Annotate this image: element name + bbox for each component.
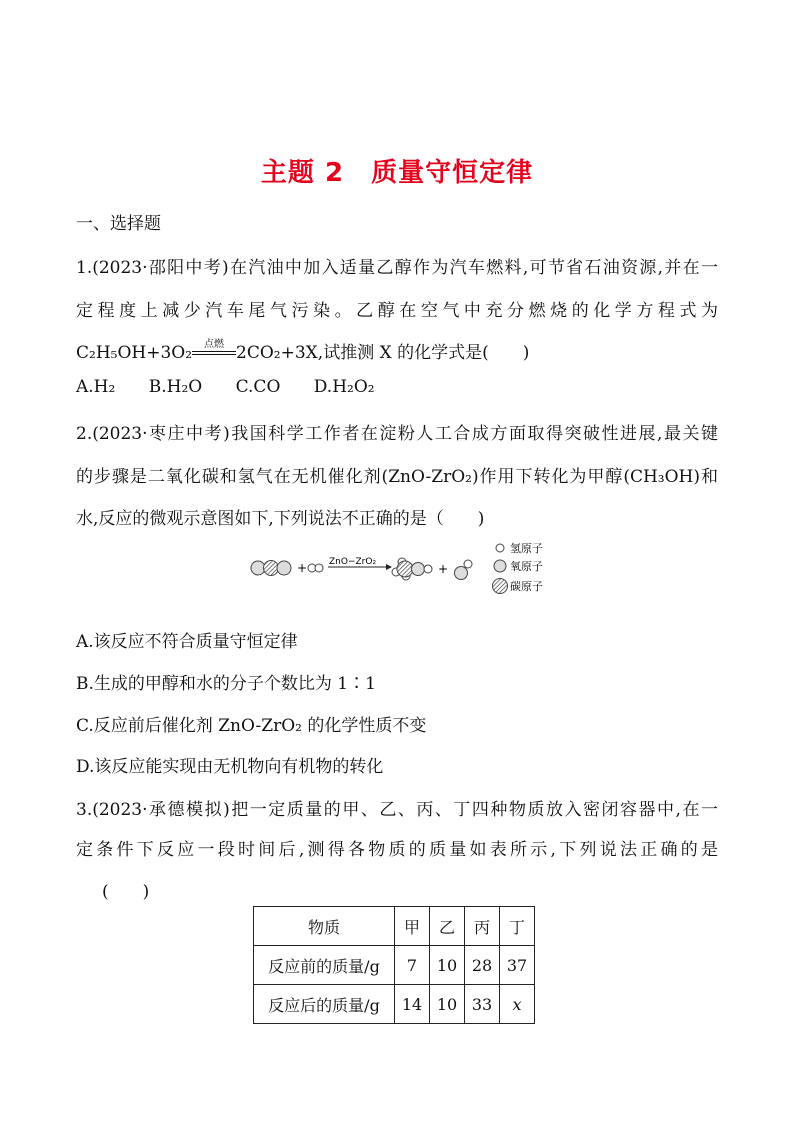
svg-text:+: + <box>297 561 308 575</box>
table-cell: 7 <box>395 946 430 985</box>
hydrogen-atom-icon <box>496 544 504 552</box>
section-heading: 一、选择题 <box>76 214 161 234</box>
co2-molecule <box>251 561 291 576</box>
table-cell: 37 <box>500 946 535 985</box>
q3-line-2: 定条件下反应一段时间后,测得各物质的质量如表所示,下列说法正确的是 <box>76 840 718 860</box>
q2-line-2: 的步骤是二氧化碳和氢气在无机催化剂(ZnO-ZrO₂)作用下转化为甲醇(CH₃OH)和 <box>76 467 718 487</box>
equation-right: 2CO₂+3X,试推测 X 的化学式是( ) <box>236 343 530 363</box>
methanol-molecule <box>392 558 432 580</box>
oxygen-atom-icon <box>494 560 506 572</box>
table-header-row <box>254 907 535 946</box>
arrow-icon <box>386 564 392 570</box>
h2-molecule <box>308 564 323 572</box>
table-row <box>254 985 535 1024</box>
water-molecule <box>455 560 473 580</box>
q1-option-c[interactable]: C.CO <box>235 377 281 397</box>
table-cell: 28 <box>465 946 500 985</box>
table-row <box>254 946 535 985</box>
q2-line-3: 水,反应的微观示意图如下,下列说法不正确的是（ ) <box>76 509 485 529</box>
page-title: 主题 2 质量守恒定律 <box>260 158 534 188</box>
q2-option-c[interactable]: C.反应前后催化剂 ZnO-ZrO₂ 的化学性质不变 <box>76 716 427 736</box>
legend-carbon: 碳原子 <box>510 580 543 593</box>
q1-option-d[interactable]: D.H₂O₂ <box>313 377 375 397</box>
q1-line-2: 定程度上减少汽车尾气污染。乙醇在空气中充分燃烧的化学方程式为 <box>76 301 718 321</box>
q1-equation <box>76 338 529 363</box>
reaction-condition: 点燃 <box>204 338 225 350</box>
table-header-cell: 物质 <box>254 907 395 946</box>
table-cell: 14 <box>395 985 430 1024</box>
q3-line-3: ( ) <box>102 882 150 902</box>
q2-option-d[interactable]: D.该反应能实现由无机物向有机物的转化 <box>76 757 384 777</box>
mass-table <box>253 906 535 1024</box>
svg-text:+: + <box>438 562 449 576</box>
equation-arrow <box>192 338 236 361</box>
table-cell: 10 <box>430 985 465 1024</box>
legend-hydrogen: 氢原子 <box>510 542 543 555</box>
legend-oxygen: 氧原子 <box>510 560 543 573</box>
q1-line-1: 1.(2023·邵阳中考)在汽油中加入适量乙醇作为汽车燃料,可节省石油资源,并在一 <box>76 258 718 278</box>
q2-option-a[interactable]: A.该反应不符合质量守恒定律 <box>76 632 298 652</box>
table-header-cell: 甲 <box>395 907 430 946</box>
table-cell: 33 <box>465 985 500 1024</box>
q1-options <box>76 377 403 397</box>
table-cell: 10 <box>430 946 465 985</box>
diagram-legend <box>493 541 544 594</box>
table-cell: x <box>500 985 535 1024</box>
table-header-cell: 丁 <box>500 907 535 946</box>
q2-line-1: 2.(2023·枣庄中考)我国科学工作者在淀粉人工合成方面取得突破性进展,最关键 <box>76 424 718 444</box>
table-cell: 反应前的质量/g <box>254 946 395 985</box>
carbon-atom-icon <box>493 579 508 594</box>
table-cell: 反应后的质量/g <box>254 985 395 1024</box>
catalyst-label: ZnO−ZrO₂ <box>329 557 377 567</box>
reaction-diagram <box>246 536 556 602</box>
table-header-cell: 乙 <box>430 907 465 946</box>
q1-option-a[interactable]: A.H₂ <box>76 377 116 397</box>
table-header-cell: 丙 <box>465 907 500 946</box>
equation-left: C₂H₅OH+3O₂ <box>76 343 193 363</box>
q3-line-1: 3.(2023·承德模拟)把一定质量的甲、乙、丙、丁四种物质放入密闭容器中,在一 <box>76 800 718 820</box>
q2-option-b[interactable]: B.生成的甲醇和水的分子个数比为 1∶1 <box>76 674 376 694</box>
q1-option-b[interactable]: B.H₂O <box>148 377 203 397</box>
